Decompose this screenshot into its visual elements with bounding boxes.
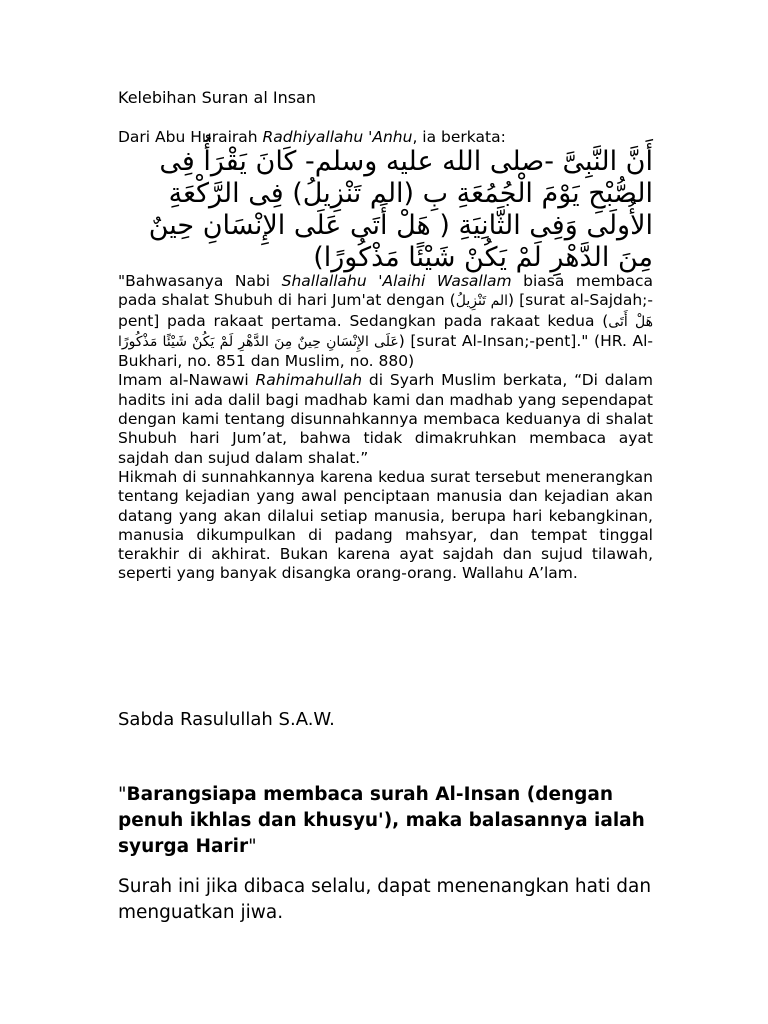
translation-body	[118, 272, 653, 584]
p1-arabic-surah-1: الم تَنْزِيلُ	[455, 293, 509, 310]
sabda-heading: Sabda Rasulullah S.A.W.	[118, 709, 335, 730]
translation-paragraph-3: Hikmah di sunnahkannya karena kedua surat tersebut menerangkan tentang kejadian yang awal penciptaan manusia dan kejadian akan datang yang akan dilalui setiap manusia, berupa hari kebangkinan, manusia dikumpulkan di padang mahsyar, dan tempat tinggal terakhir di akhirat. Bukan karena ayat sajdah dan sujud tilawah, seperti yang banyak disangka orang-orang. Wallahu A’lam.	[118, 467, 653, 583]
p1-text-c: ) [surat al-Sajdah;-pent] pada rakaat pertama. Sedangkan pada rakaat kedua (	[118, 291, 653, 330]
closing-paragraph: Surah ini jika dibaca selalu, dapat menenangkan hati dan menguatkan jiwa.	[118, 876, 652, 923]
p1-text-a: "Bahwasanya Nabi	[118, 272, 282, 290]
p1-salawat: Shallallahu 'Alaihi Wasallam	[281, 272, 512, 290]
hadith-quote	[118, 782, 658, 860]
open-quote: "	[118, 784, 127, 805]
p1-arabic-surah-2: هَلْ أَتَى عَلَى الإِنْسَانِ حِينٌ مِنَ الدَّهْرِ لَمْ يَكُنْ شَيْئًا مَذْكُورًا	[118, 313, 653, 350]
intro-honorific: Radhiyallahu 'Anhu	[262, 128, 413, 146]
intro-prefix: Dari Abu Hurairah	[118, 128, 263, 146]
document-title: Kelebihan Suran al Insan	[118, 88, 316, 107]
intro-line	[118, 128, 506, 146]
p2-text-a: Imam al-Nawawi	[118, 371, 256, 390]
p2-honorific: Rahimahullah	[255, 371, 363, 390]
p1-text-b: biasa membaca pada shalat Shubuh di hari Jum'at dengan (	[118, 272, 653, 310]
p1-text-d: ) [surat Al-Insan;-pent]." (HR. Al-Bukhari, no. 851 dan Muslim, no. 880)	[118, 331, 653, 371]
hadith-bold-text: Barangsiapa membaca surah Al-Insan (dengan penuh ikhlas dan khusyu'), maka balasannya ialah syurga Harir	[118, 784, 645, 857]
arabic-hadith-text: أَنَّ النَّبِىَّ -صلى الله عليه وسلم- كَانَ يَقْرَأُ فِى الصُّبْحِ يَوْمَ الْجُمُعَةِ بِ (الم تَنْزِيلُ) فِى الرَّكْعَةِ الأُولَى وَفِى الثَّانِيَةِ ( هَلْ أَتَى عَلَى الإِنْسَانِ حِينٌ مِنَ الدَّهْرِ لَمْ يَكُنْ شَيْئًا مَذْكُورًا)	[148, 146, 653, 273]
close-quote: "	[248, 836, 257, 857]
intro-suffix: , ia berkata:	[412, 128, 506, 146]
translation-paragraph-2	[118, 371, 653, 467]
p2-text-b: di Syarh Muslim berkata, “Di dalam hadits ini ada dalil bagi madhab kami dan madhab yang sependapat dengan kami tentang disunnahkannya membaca keduanya di shalat Shubuh hari Jum’at, bahwa tidak dimakruhkan membaca ayat sajdah dan sujud dalam shalat.”	[118, 371, 653, 467]
translation-paragraph-1	[118, 272, 653, 371]
